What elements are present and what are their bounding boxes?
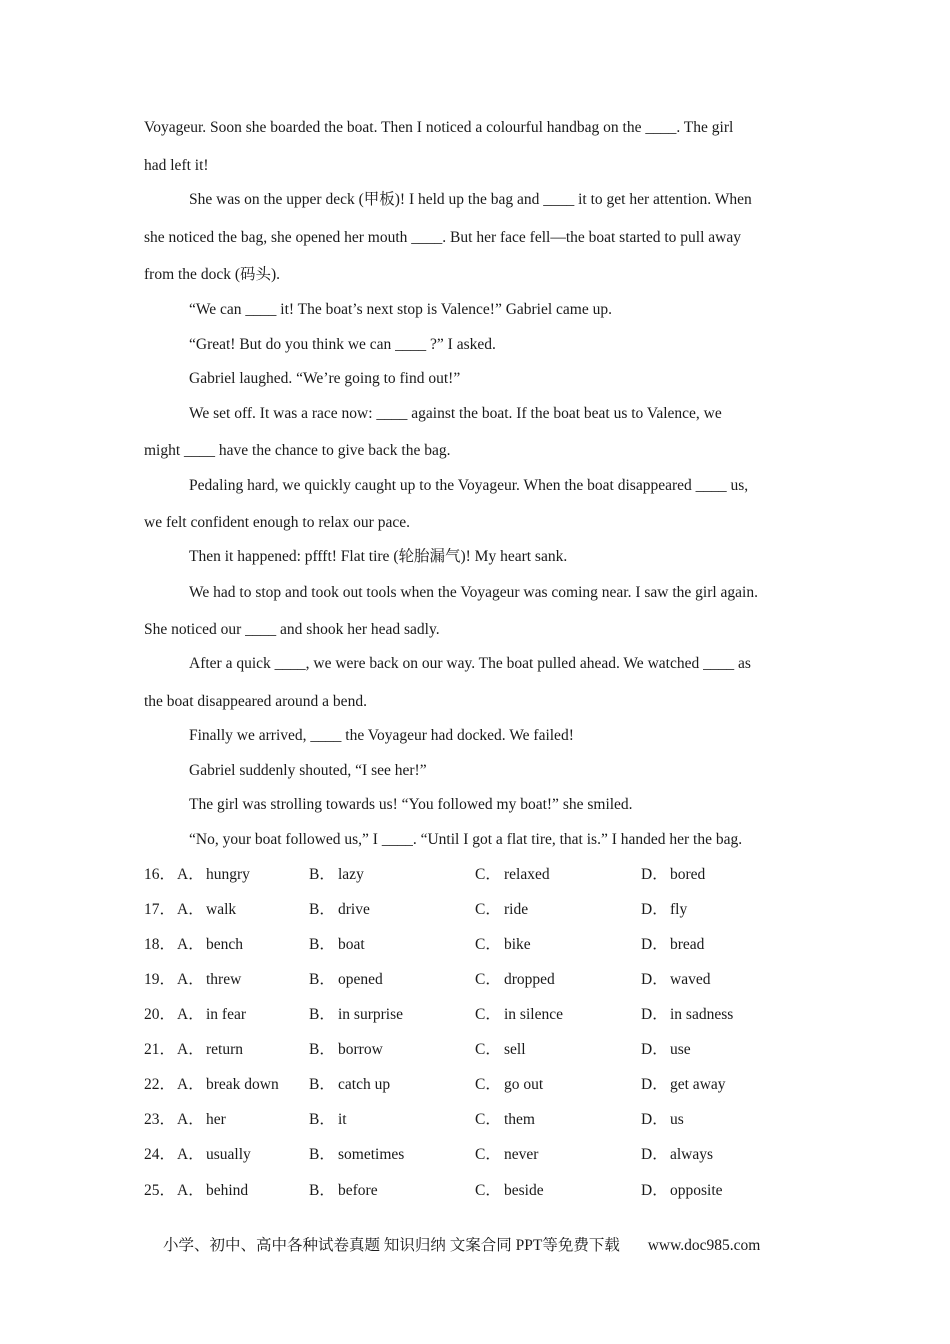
question-number: 17．	[144, 901, 176, 918]
option-b: B． opened	[309, 971, 383, 988]
option-c: C． never	[475, 1146, 539, 1163]
question-row	[144, 970, 806, 990]
passage-line: Then it happened: pffft! Flat tire (轮胎漏气)! My heart sank.	[189, 548, 568, 565]
passage-line: Gabriel suddenly shouted, “I see her!”	[189, 762, 427, 779]
question-number: 18．	[144, 936, 176, 953]
passage-line: The girl was strolling towards us! “You followed my boat!” she smiled.	[189, 796, 633, 813]
question-row	[144, 935, 806, 955]
passage-line: Finally we arrived, ____ the Voyageur had docked. We failed!	[189, 727, 574, 744]
question-row	[144, 1040, 806, 1060]
option-d: D． fly	[641, 901, 688, 918]
option-d: D． us	[641, 1111, 684, 1128]
question-number: 19．	[144, 971, 176, 988]
option-c: C． ride	[475, 901, 529, 918]
passage-line: She was on the upper deck (甲板)! I held up the bag and ____ it to get her attention. When	[189, 191, 752, 208]
question-number: 16．	[144, 866, 176, 883]
passage-line: from the dock (码头).	[144, 266, 281, 283]
question-row	[144, 1181, 806, 1201]
option-b: B． lazy	[309, 866, 364, 883]
passage-line: might ____ have the chance to give back the bag.	[144, 442, 451, 459]
page-footer	[163, 1236, 760, 1256]
option-d: D． always	[641, 1146, 714, 1163]
option-a: A． threw	[177, 971, 242, 988]
passage-line: We had to stop and took out tools when the Voyageur was coming near. I saw the girl again.	[189, 584, 758, 601]
option-d: D． get away	[641, 1076, 726, 1093]
question-row	[144, 900, 806, 920]
footer-link[interactable]: www.doc985.com	[647, 1237, 761, 1254]
passage-line: We set off. It was a race now: ____ against the boat. If the boat beat us to Valence, we	[189, 405, 722, 422]
option-c: C． dropped	[475, 971, 555, 988]
question-number: 24．	[144, 1146, 176, 1163]
option-d: D． bored	[641, 866, 706, 883]
option-a: A． behind	[177, 1182, 249, 1199]
option-a: A． usually	[177, 1146, 251, 1163]
option-a: A． break down	[177, 1076, 279, 1093]
option-b: B． in surprise	[309, 1006, 404, 1023]
question-number: 22．	[144, 1076, 176, 1093]
option-c: C． in silence	[475, 1006, 563, 1023]
option-b: B． before	[309, 1182, 378, 1199]
footer-text: 小学、初中、高中各种试卷真题 知识归纳 文案合同 PPT等免费下载	[163, 1237, 620, 1254]
passage-line: the boat disappeared around a bend.	[144, 693, 367, 710]
option-c: C． go out	[475, 1076, 544, 1093]
option-d: D． bread	[641, 936, 705, 953]
option-a: A． her	[177, 1111, 226, 1128]
option-c: C． relaxed	[475, 866, 550, 883]
question-row	[144, 1075, 806, 1095]
option-d: D． use	[641, 1041, 691, 1058]
option-a: A． hungry	[177, 866, 250, 883]
question-number: 20．	[144, 1006, 176, 1023]
option-c: C． them	[475, 1111, 535, 1128]
option-a: A． walk	[177, 901, 237, 918]
option-b: B． catch up	[309, 1076, 391, 1093]
option-d: D． opposite	[641, 1182, 723, 1199]
question-row	[144, 1110, 806, 1130]
passage-line: “No, your boat followed us,” I ____. “Until I got a flat tire, that is.” I handed her the bag.	[189, 831, 743, 848]
passage-line: we felt confident enough to relax our pace.	[144, 514, 410, 531]
question-number: 25．	[144, 1182, 176, 1199]
option-b: B． borrow	[309, 1041, 383, 1058]
question-number: 23．	[144, 1111, 176, 1128]
question-number: 21．	[144, 1041, 176, 1058]
option-b: B． it	[309, 1111, 347, 1128]
option-b: B． boat	[309, 936, 365, 953]
passage-line: Voyageur. Soon she boarded the boat. Then I noticed a colourful handbag on the ____. The girl	[144, 119, 734, 136]
option-c: C． sell	[475, 1041, 526, 1058]
passage-line: “We can ____ it! The boat’s next stop is Valence!” Gabriel came up.	[189, 301, 612, 318]
passage-line: After a quick ____, we were back on our way. The boat pulled ahead. We watched ____ as	[189, 655, 751, 672]
passage-line: Gabriel laughed. “We’re going to find out!”	[189, 370, 461, 387]
passage-line: she noticed the bag, she opened her mouth ____. But her face fell—the boat started to pull away	[144, 229, 741, 246]
passage-line: “Great! But do you think we can ____ ?” I asked.	[189, 336, 496, 353]
option-d: D． in sadness	[641, 1006, 734, 1023]
option-a: A． return	[177, 1041, 244, 1058]
question-row	[144, 1145, 806, 1165]
option-a: A． in fear	[177, 1006, 247, 1023]
option-a: A． bench	[177, 936, 244, 953]
passage-line: had left it!	[144, 157, 209, 174]
option-d: D． waved	[641, 971, 711, 988]
option-c: C． bike	[475, 936, 531, 953]
passage-line: She noticed our ____ and shook her head sadly.	[144, 621, 440, 638]
option-b: B． sometimes	[309, 1146, 405, 1163]
option-b: B． drive	[309, 901, 370, 918]
option-c: C． beside	[475, 1182, 544, 1199]
passage-line: Pedaling hard, we quickly caught up to the Voyageur. When the boat disappeared ____ us,	[189, 477, 749, 494]
question-row	[144, 865, 806, 885]
question-row	[144, 1005, 806, 1025]
